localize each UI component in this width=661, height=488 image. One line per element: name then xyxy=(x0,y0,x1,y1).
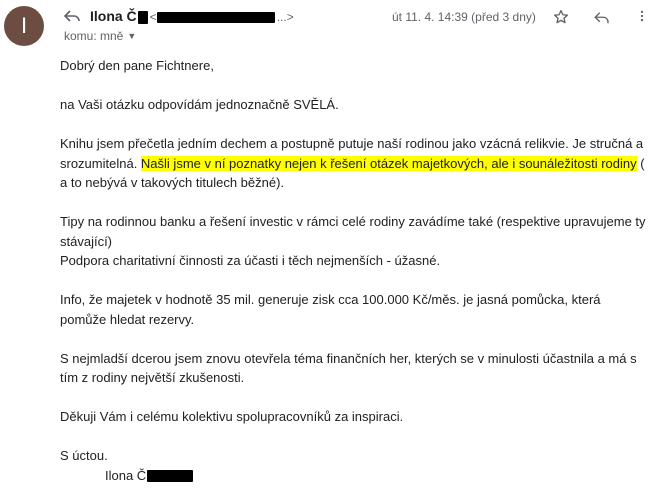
paragraph-5-line-2: tím z rodiny největší zkušenosti. xyxy=(60,370,245,385)
sender-avatar[interactable]: I xyxy=(4,6,44,46)
paragraph-3-line-1: Tipy na rodinnou banku a řešení investic v rámci celé rodiny zavádíme také (respektive upravujeme ty xyxy=(60,214,646,229)
recipient-details[interactable] xyxy=(64,29,136,43)
paragraph-6: Děkuji Vám i celému kolektivu spolupracovníků za inspiraci. xyxy=(60,409,404,424)
sender-email-start: < xyxy=(149,10,157,24)
paragraph-1: na Vaši otázku odpovídám jednoznačně SVĚLÁ. xyxy=(60,97,339,112)
sender-email-end: ...> xyxy=(276,10,294,24)
message-date[interactable]: út 11. 4. 14:39 (před 3 dny) xyxy=(392,10,536,24)
paragraph-2-line-3: a to nebývá v takových titulech běžné). xyxy=(60,175,285,190)
paragraph-4-line-1: Info, že majetek v hodnotě 35 mil. generuje zisk cca 100.000 Kč/měs. je jasná pomůcka, která xyxy=(60,292,601,307)
highlighted-text: Našli jsme v ní poznatky nejen k řešení otázek majetkových, ale i sounáležitosti rodiny xyxy=(140,155,637,171)
paragraph-2-line-2 xyxy=(60,154,660,174)
more-vert-icon[interactable] xyxy=(635,7,649,25)
signature-name: Ilona Č xyxy=(105,467,147,483)
signature xyxy=(60,466,660,486)
text-fragment: ( xyxy=(636,155,645,171)
paragraph-5-line-1: S nejmladší dcerou jsem znovu otevřela téma finančních her, kterých se v minulosti účastnila a má s xyxy=(60,350,637,366)
text-fragment: srozumitelná. xyxy=(60,155,141,171)
reply-icon xyxy=(64,9,80,23)
paragraph-2-line-1: Knihu jsem přečetla jedním dechem a postupně putuje naší rodinou jako vzácná relikvie. Je stručná a xyxy=(60,136,644,151)
redacted-block xyxy=(157,12,275,23)
chevron-down-icon: ▼ xyxy=(127,31,137,41)
star-icon[interactable] xyxy=(552,8,570,26)
closing: S úctou. xyxy=(60,448,108,463)
greeting: Dobrý den pane Fichtnere, xyxy=(60,58,214,73)
sender-line xyxy=(90,8,294,24)
sender-name[interactable]: Ilona Č xyxy=(90,8,137,24)
redacted-block xyxy=(147,470,193,482)
message-body xyxy=(60,50,660,485)
recipient-label: komu: mně xyxy=(64,29,124,43)
paragraph-3-line-3: Podpora charitativní činnosti za účasti i těch nejmenších - úžasné. xyxy=(60,253,441,268)
paragraph-4-line-2: pomůže hledat rezervy. xyxy=(60,311,195,327)
redacted-block xyxy=(138,11,148,24)
paragraph-3-line-2: stávající) xyxy=(60,233,113,249)
reply-icon[interactable] xyxy=(593,9,611,27)
